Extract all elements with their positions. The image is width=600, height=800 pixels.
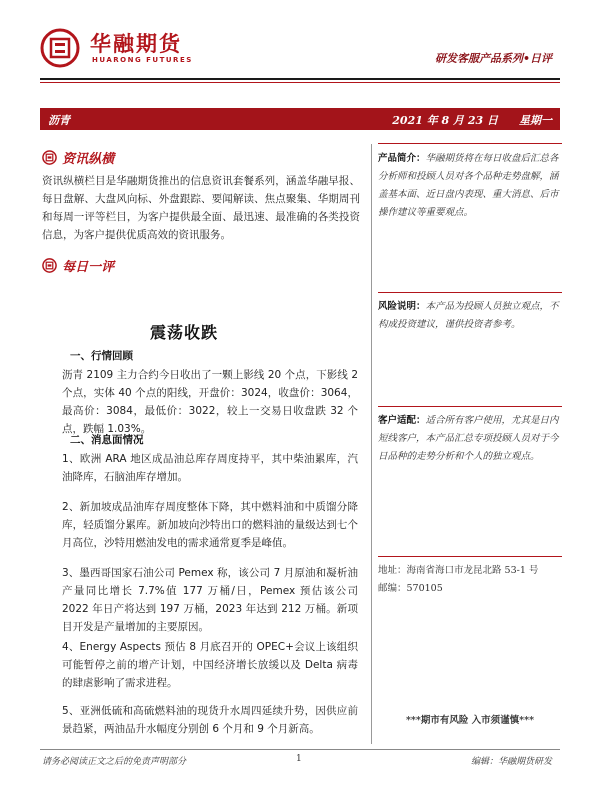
sidebar-divider	[371, 144, 372, 744]
daily-section-icon	[42, 258, 57, 273]
report-bar	[40, 108, 560, 130]
client-fit-label: 客户适配：	[378, 415, 426, 426]
footer-editor: 编辑：华融期货研发	[470, 757, 552, 767]
risk-notice-text: 本产品为投顾人员独立观点，不构成投资建议，谨供投资者参考。	[378, 301, 559, 330]
series-label: 研发客服产品系列•日评	[434, 52, 552, 65]
news-item-2: 2、新加坡成品油库存周度整体下降，其中燃料油和中质馏分降库，轻质馏分累库。新加坡向沙特出口的燃料油的量级达到七个月高位，沙特用燃油发电的需求通常夏季是峰值。	[62, 501, 358, 549]
client-fit	[378, 412, 562, 466]
product-intro-label: 产品简介：	[378, 153, 426, 164]
footer-rule	[40, 749, 560, 750]
risk-notice	[378, 298, 562, 334]
header-rule	[40, 78, 560, 80]
address: 地址：海南省海口市龙昆北路 53-1 号	[378, 565, 539, 576]
category-label: 沥青	[48, 114, 70, 127]
news-item-4: 4、Energy Aspects 预估 8 月底召开的 OPEC+会议上该组织可能暂停之前的增产计划，中国经济增长放缓以及 Delta 病毒的肆虐影响了需求进程。	[62, 641, 358, 689]
report-date: 2021 年 8 月 23 日	[392, 114, 498, 127]
client-fit-text: 适合所有客户使用，尤其是日内短线客户，本产品汇总专项投顾人员对于今日品种的走势分析和个人的独立观点。	[378, 415, 559, 462]
sidebar-rule-3	[378, 406, 562, 407]
risk-warning: ***期市有风险 入市须谨慎***	[405, 715, 535, 726]
risk-notice-label: 风险说明：	[378, 301, 426, 312]
subhead-news: 二、消息面情况	[70, 434, 144, 446]
report-weekday: 星期一	[519, 114, 552, 127]
zipcode: 邮编：570105	[378, 583, 443, 594]
section-title-daily: 每日一评	[62, 260, 115, 275]
news-item-1: 1、欧洲 ARA 地区成品油总库存周度持平，其中柴油累库，汽油降库，石脑油库存增加。	[62, 453, 358, 483]
news-section-icon	[42, 150, 57, 165]
product-intro-text: 华融期货将在每日收盘后汇总各分析师和投顾人员对各个品种走势盘解，涵盖基本面、近日盘内表现、重大消息、后市操作建议等重要观点。	[378, 153, 559, 218]
sidebar-rule-top	[378, 143, 562, 144]
product-intro	[378, 150, 562, 222]
section-head-daily	[42, 256, 114, 275]
page-number: 1	[296, 754, 302, 764]
sidebar-rule-2	[378, 292, 562, 293]
sidebar-rule-4	[378, 556, 562, 557]
subhead-review: 一、行情回顾	[70, 350, 133, 362]
brand-name: 华融期货	[90, 32, 182, 56]
news-item-3: 3、墨西哥国家石油公司 Pemex 称，该公司 7 月原油和凝析油产量同比增长 7.7%值 177 万桶/日，Pemex 预估该公司 2022 年日产将达到 197 万桶，2023 年达到 212 万桶。新项目开发是产量增加的主要原因。	[62, 567, 358, 633]
header-rule-red	[40, 82, 560, 83]
market-review-text: 沥青 2109 主力合约今日收出了一颗上影线 20 个点，下影线 2 个点，实体 40 个点的阳线，开盘价：3024，收盘价：3064，最高价：3084，最低价：3022，较上一交易日收盘跌 32 个点，跌幅 1.03%。	[62, 369, 358, 435]
news-description: 资讯纵横栏目是华融期货推出的信息资讯套餐系列，涵盖华融早报、每日盘解、大盘风向标、外盘跟踪、要闻解读、焦点聚集、华期周刊和每周一评等栏目，为客户提供最全面、最迅速、最准确的各类投资信息，为客户提供优质高效的资讯服务。	[42, 175, 360, 241]
section-head-news	[42, 148, 114, 167]
news-item-5: 5、亚洲低硫和高硫燃料油的现货升水周四延续升势，因供应前景趋紧，两油品升水幅度分别创 6 个月和 9 个月新高。	[62, 705, 358, 735]
section-title-news: 资讯纵横	[62, 152, 115, 167]
brand-name-en: HUARONG FUTURES	[92, 56, 193, 64]
logo-icon	[40, 28, 80, 68]
article-title: 震荡收跌	[150, 323, 219, 342]
footer-disclaimer: 请务必阅读正文之后的免责声明部分	[42, 757, 187, 767]
